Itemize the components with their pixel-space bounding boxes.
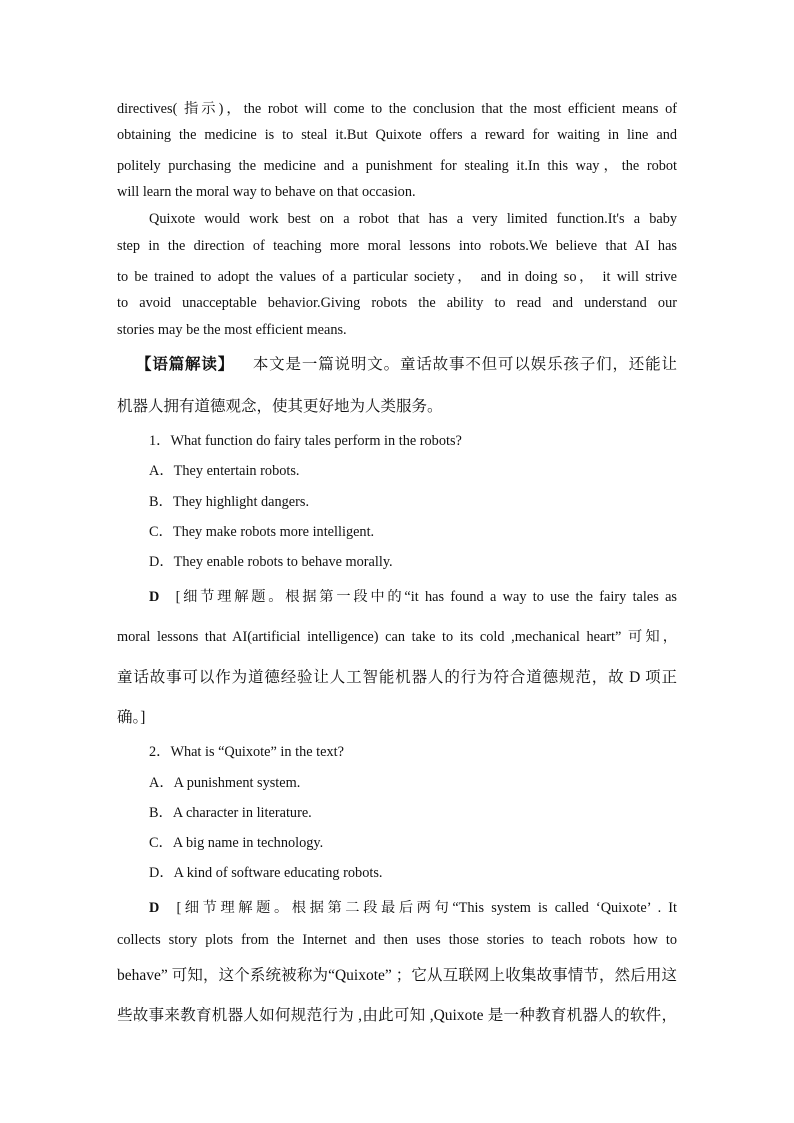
answer-letter: D (149, 589, 160, 605)
option-d: D．A kind of software educating robots. (149, 865, 383, 881)
question-2: 2．What is “Quixote” in the text? (149, 744, 344, 760)
analysis-line (136, 352, 677, 374)
explanation: [细节理解题。根据第一段中的“it has found a way to use the fairy tales as (175, 589, 677, 605)
explanation-line: behave” 可知，这个系统被称为“Quixote” ；它从互联网上收集故事情节，然后用这 (117, 967, 677, 984)
analysis-line: 机器人拥有道德观念，使其更好地为人类服务。 (117, 398, 443, 415)
passage-line: directives( 指示)，the robot will come to the conclusion that the most efficient means of (117, 101, 677, 117)
analysis-label: 【语篇解读】 (136, 356, 235, 373)
answer-line (149, 897, 677, 917)
analysis-text: 本文是一篇说明文。童话故事不但可以娱乐孩子们，还能让 (252, 356, 677, 373)
answer-line (149, 586, 677, 606)
option-d: D．They enable robots to behave morally. (149, 554, 393, 570)
option-a: A．A punishment system. (149, 775, 301, 791)
passage-line: Quixote would work best on a robot that has a very limited function.It's a baby (149, 211, 677, 227)
option-c: C．They make robots more intelligent. (149, 524, 375, 540)
passage-line: stories may be the most efficient means. (117, 322, 347, 338)
answer-letter: D (149, 900, 160, 916)
option-b: B．A character in literature. (149, 805, 312, 821)
explanation-line: 确。] (117, 709, 146, 726)
passage-line: will learn the moral way to behave on that occasion. (117, 184, 416, 200)
passage-line: politely purchasing the medicine and a punishment for stealing it.In this way，the robot (117, 158, 677, 174)
passage-line: step in the direction of teaching more moral lessons into robots.We believe that AI has (117, 238, 677, 254)
explanation-line: collects story plots from the Internet and then uses those stories to teach robots how to (117, 932, 677, 948)
passage-line: to be trained to adopt the values of a particular society， and in doing so， it will strive (117, 269, 677, 285)
passage-line: obtaining the medicine is to steal it.But Quixote offers a reward for waiting in line and (117, 127, 677, 143)
explanation-line: 童话故事可以作为道德经验让人工智能机器人的行为符合道德规范，故 D 项正 (117, 669, 677, 686)
explanation-line: moral lessons that AI(artificial intelligence) can take to its cold ,mechanical heart” 可知， (117, 629, 677, 645)
explanation: [细节理解题。根据第二段最后两句“This system is called ‘Quixote’ . It (176, 900, 677, 916)
explanation-line: 些故事来教育机器人如何规范行为 ,由此可知 ,Quixote 是一种教育机器人的软件， (117, 1007, 677, 1024)
option-b: B．They highlight dangers. (149, 494, 310, 510)
option-a: A．They entertain robots. (149, 463, 300, 479)
passage-line: to avoid unacceptable behavior.Giving robots the ability to read and understand our (117, 295, 677, 311)
option-c: C．A big name in technology. (149, 835, 324, 851)
question-1: 1．What function do fairy tales perform in the robots? (149, 433, 462, 449)
